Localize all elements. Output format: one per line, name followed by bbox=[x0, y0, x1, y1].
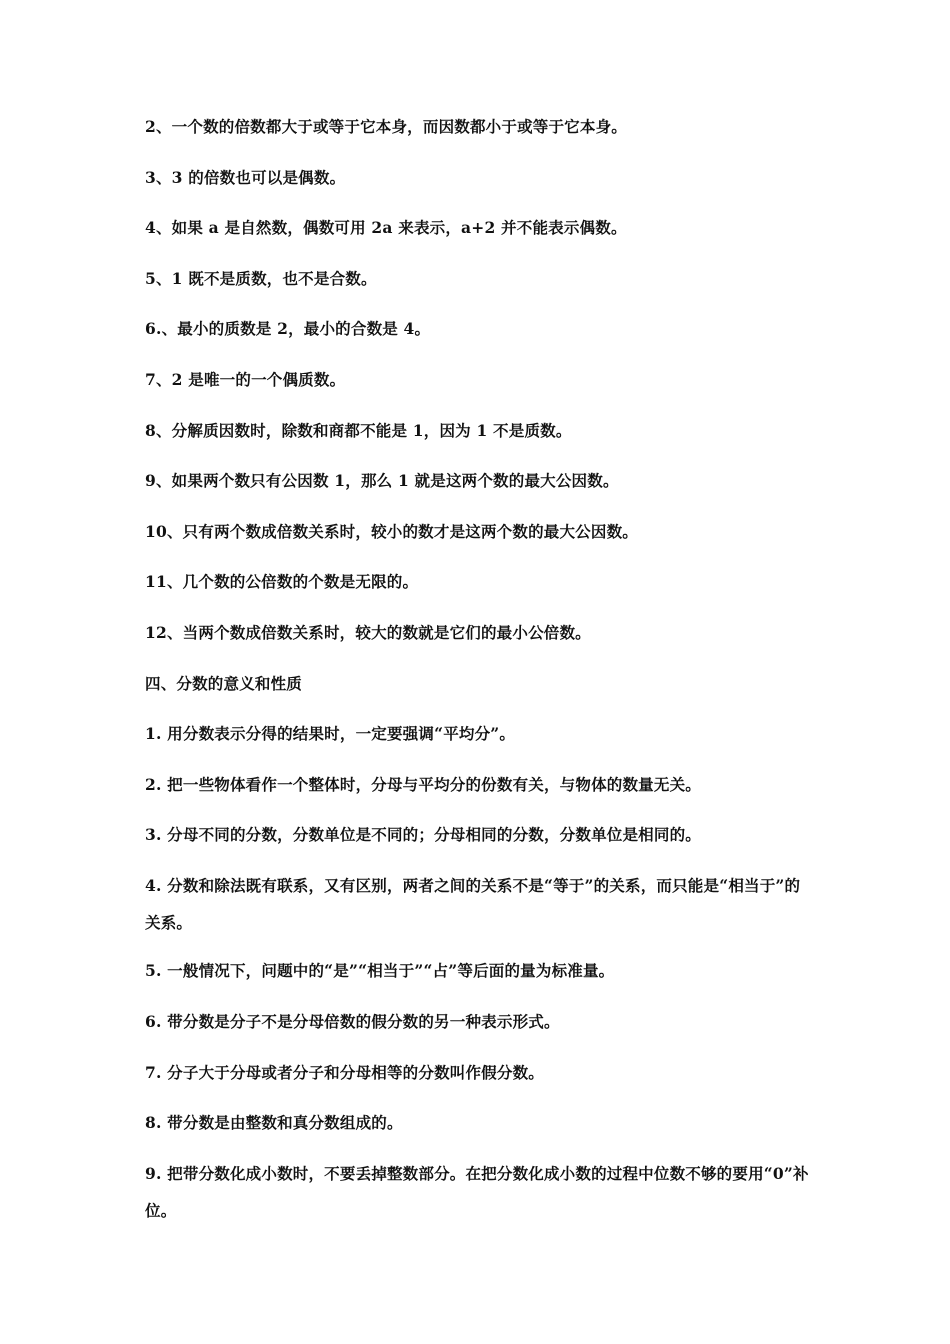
fraction-statement-6: 6. 带分数是分子不是分母倍数的假分数的另一种表示形式。 bbox=[145, 1012, 560, 1031]
section-heading: 四、分数的意义和性质 bbox=[145, 674, 303, 693]
statement-11: 11、几个数的公倍数的个数是无限的。 bbox=[145, 572, 419, 591]
statement-4: 4、如果 a 是自然数，偶数可用 2a 来表示，a+2 并不能表示偶数。 bbox=[145, 218, 627, 237]
statement-12: 12、当两个数成倍数关系时，较大的数就是它们的最小公倍数。 bbox=[145, 623, 591, 642]
fraction-statement-3: 3. 分母不同的分数，分数单位是不同的；分母相同的分数，分数单位是相同的。 bbox=[145, 825, 701, 844]
fraction-statement-4: 4. 分数和除法既有联系，又有区别，两者之间的关系不是“等于”的关系，而只能是“相当于”的关系。 bbox=[145, 876, 801, 932]
statement-10: 10、只有两个数成倍数关系时，较小的数才是这两个数的最大公因数。 bbox=[145, 522, 638, 541]
fraction-statement-5: 5. 一般情况下，问题中的“是”“相当于”“占”等后面的量为标准量。 bbox=[145, 961, 615, 980]
fraction-statement-8: 8. 带分数是由整数和真分数组成的。 bbox=[145, 1113, 403, 1132]
statement-6: 6.、最小的质数是 2，最小的合数是 4。 bbox=[145, 319, 431, 338]
statement-3: 3、3 的倍数也可以是偶数。 bbox=[145, 168, 346, 187]
fraction-statement-1: 1. 用分数表示分得的结果时，一定要强调“平均分”。 bbox=[145, 724, 516, 743]
statement-7: 7、2 是唯一的一个偶质数。 bbox=[145, 370, 346, 389]
statement-2: 2、一个数的倍数都大于或等于它本身，而因数都小于或等于它本身。 bbox=[145, 117, 627, 136]
statement-9: 9、如果两个数只有公因数 1，那么 1 就是这两个数的最大公因数。 bbox=[145, 471, 619, 490]
fraction-statement-9: 9. 把带分数化成小数时，不要丢掉整数部分。在把分数化成小数的过程中位数不够的要用“0”补位。 bbox=[145, 1164, 809, 1220]
statement-5: 5、1 既不是质数，也不是合数。 bbox=[145, 269, 377, 288]
statement-8: 8、分解质因数时，除数和商都不能是 1，因为 1 不是质数。 bbox=[145, 421, 572, 440]
fraction-statement-7: 7. 分子大于分母或者分子和分母相等的分数叫作假分数。 bbox=[145, 1063, 544, 1082]
fraction-statement-2: 2. 把一些物体看作一个整体时，分母与平均分的份数有关，与物体的数量无关。 bbox=[145, 775, 701, 794]
